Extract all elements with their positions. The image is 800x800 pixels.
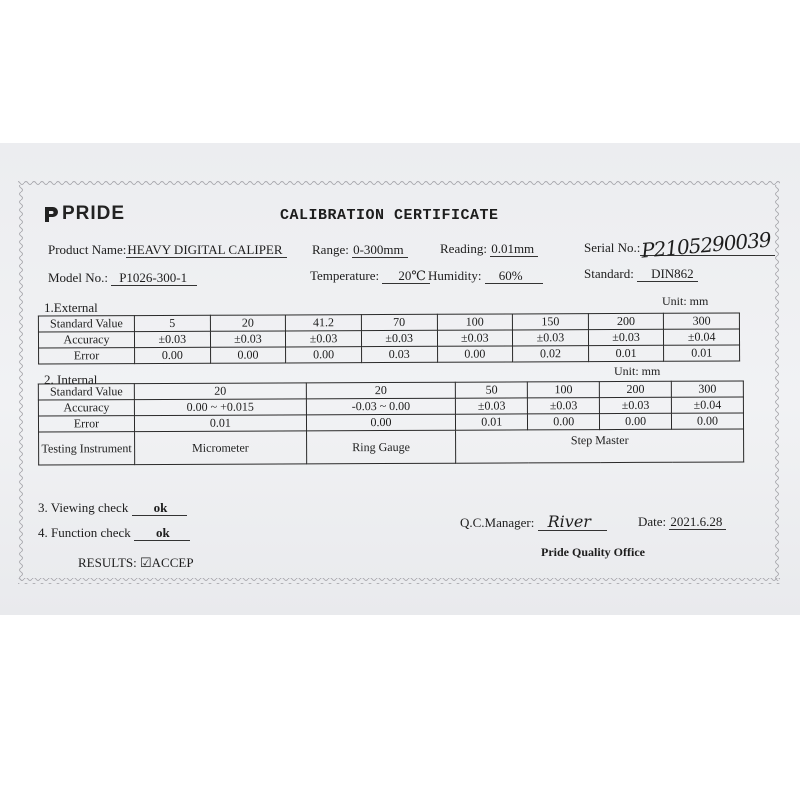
table-cell: 70 [361, 314, 437, 330]
table-cell: ±0.03 [210, 331, 286, 347]
standard-value: DIN862 [637, 267, 698, 282]
table-cell: ±0.03 [528, 398, 600, 414]
table-cell: 0.01 [134, 415, 306, 432]
row-label: Error [39, 348, 135, 364]
reading-value: 0.01mm [490, 242, 538, 257]
table-cell: Ring Gauge [306, 430, 456, 464]
table-cell: ±0.03 [361, 330, 437, 346]
temperature-value: 20℃ [382, 269, 430, 284]
table-cell: ±0.03 [600, 397, 672, 413]
table-cell: ±0.03 [437, 330, 513, 346]
table-cell: 0.00 [306, 414, 456, 431]
model-value: P1026-300-1 [111, 271, 197, 286]
external-unit: Unit: mm [662, 294, 709, 308]
serial-label: Serial No.: [584, 240, 641, 255]
table-cell: ±0.04 [671, 397, 743, 413]
table-cell: 0.00 [286, 347, 362, 363]
date-label: Date: [638, 514, 667, 529]
company-logo [42, 203, 125, 225]
table-cell: ±0.03 [134, 331, 210, 347]
reading-label: Reading: [440, 241, 487, 256]
model-label: Model No.: [48, 270, 108, 285]
table-cell: 200 [599, 381, 671, 397]
table-cell: 5 [134, 315, 210, 331]
serial-value: P2105290039 [640, 227, 772, 263]
quality-office: Pride Quality Office [541, 545, 645, 559]
qc-manager-signature: River [547, 512, 591, 531]
standard-label: Standard: [584, 266, 634, 281]
table-cell: 20 [134, 383, 306, 400]
checkbox-checked-icon: ☑ [140, 555, 152, 570]
table-cell: ±0.03 [588, 329, 664, 345]
standard-field [584, 266, 698, 282]
table-cell: ±0.03 [513, 330, 589, 346]
viewing-check-value: ok [132, 501, 188, 516]
table-cell: ±0.04 [664, 329, 740, 345]
table-cell: 0.03 [361, 346, 437, 362]
product-name-field [48, 242, 287, 258]
internal-heading: 2. Internal [44, 372, 98, 387]
results-field [78, 555, 194, 571]
external-table [38, 312, 740, 364]
function-check-label: 4. Function check [38, 525, 131, 540]
certificate-title: CALIBRATION CERTIFICATE [280, 207, 499, 224]
table-cell: Step Master [456, 429, 744, 463]
serial-field [584, 227, 775, 263]
table-cell: 300 [664, 313, 740, 329]
table-cell: 300 [671, 381, 743, 397]
row-label: Accuracy [38, 332, 134, 348]
results-label: RESULTS: [78, 555, 137, 570]
table-cell: 20 [210, 315, 286, 331]
date-value: 2021.6.28 [669, 515, 726, 530]
range-field [312, 242, 408, 258]
row-label: Standard Value [38, 384, 134, 400]
table-cell: ±0.03 [286, 331, 362, 347]
product-name-label: Product Name: [48, 242, 127, 257]
table-cell: 0.00 [528, 414, 600, 430]
product-name-value: HEAVY DIGITAL CALIPER [126, 243, 286, 258]
temperature-label: Temperature: [310, 268, 380, 283]
qc-manager-field [460, 512, 607, 531]
table-cell: 41.2 [286, 315, 362, 331]
table-cell: 0.00 [672, 413, 744, 429]
table-cell: 0.00 [210, 347, 286, 363]
table-cell: 20 [306, 382, 456, 399]
function-check-value: ok [134, 526, 190, 541]
table-cell: 0.02 [513, 346, 589, 362]
temperature-field [310, 268, 430, 284]
viewing-check-label: 3. Viewing check [38, 500, 129, 515]
row-label: Error [38, 416, 134, 432]
table-cell: 0.00 [437, 346, 513, 362]
results-value: ACCEP [151, 555, 194, 570]
model-field [48, 270, 197, 286]
table-row [39, 345, 740, 364]
date-field [638, 514, 726, 530]
humidity-field [428, 268, 543, 284]
function-check-field [38, 525, 190, 541]
table-cell: 150 [513, 314, 589, 330]
qc-manager-label: Q.C.Manager: [460, 515, 535, 530]
table-row [39, 429, 744, 465]
table-cell: 0.00 [600, 413, 672, 429]
table-cell: 100 [528, 382, 600, 398]
table-cell: 0.01 [588, 345, 664, 361]
table-cell: ±0.03 [456, 398, 528, 414]
company-name: PRIDE [62, 203, 126, 224]
humidity-label: Humidity: [428, 268, 482, 283]
pride-logo-icon [42, 206, 58, 223]
table-cell: 50 [456, 382, 528, 398]
internal-table [38, 380, 744, 465]
range-label: Range: [312, 242, 349, 257]
row-label: Testing Instrument [39, 432, 135, 465]
range-value: 0-300mm [352, 243, 408, 258]
table-cell: 0.01 [664, 345, 740, 361]
table-cell: 100 [437, 314, 513, 330]
table-cell: -0.03 ~ 0.00 [306, 398, 456, 415]
table-cell: 200 [588, 313, 664, 329]
humidity-value: 60% [485, 269, 543, 284]
table-cell: Micrometer [135, 431, 307, 465]
internal-unit: Unit: mm [614, 364, 661, 378]
table-cell: 0.00 [135, 347, 211, 363]
viewing-check-field [38, 500, 187, 516]
reading-field [440, 241, 538, 257]
table-cell: 0.01 [456, 414, 528, 430]
row-label: Accuracy [38, 400, 134, 416]
external-heading: 1.External [44, 300, 98, 315]
table-cell: 0.00 ~ +0.015 [134, 399, 306, 416]
row-label: Standard Value [38, 316, 134, 332]
